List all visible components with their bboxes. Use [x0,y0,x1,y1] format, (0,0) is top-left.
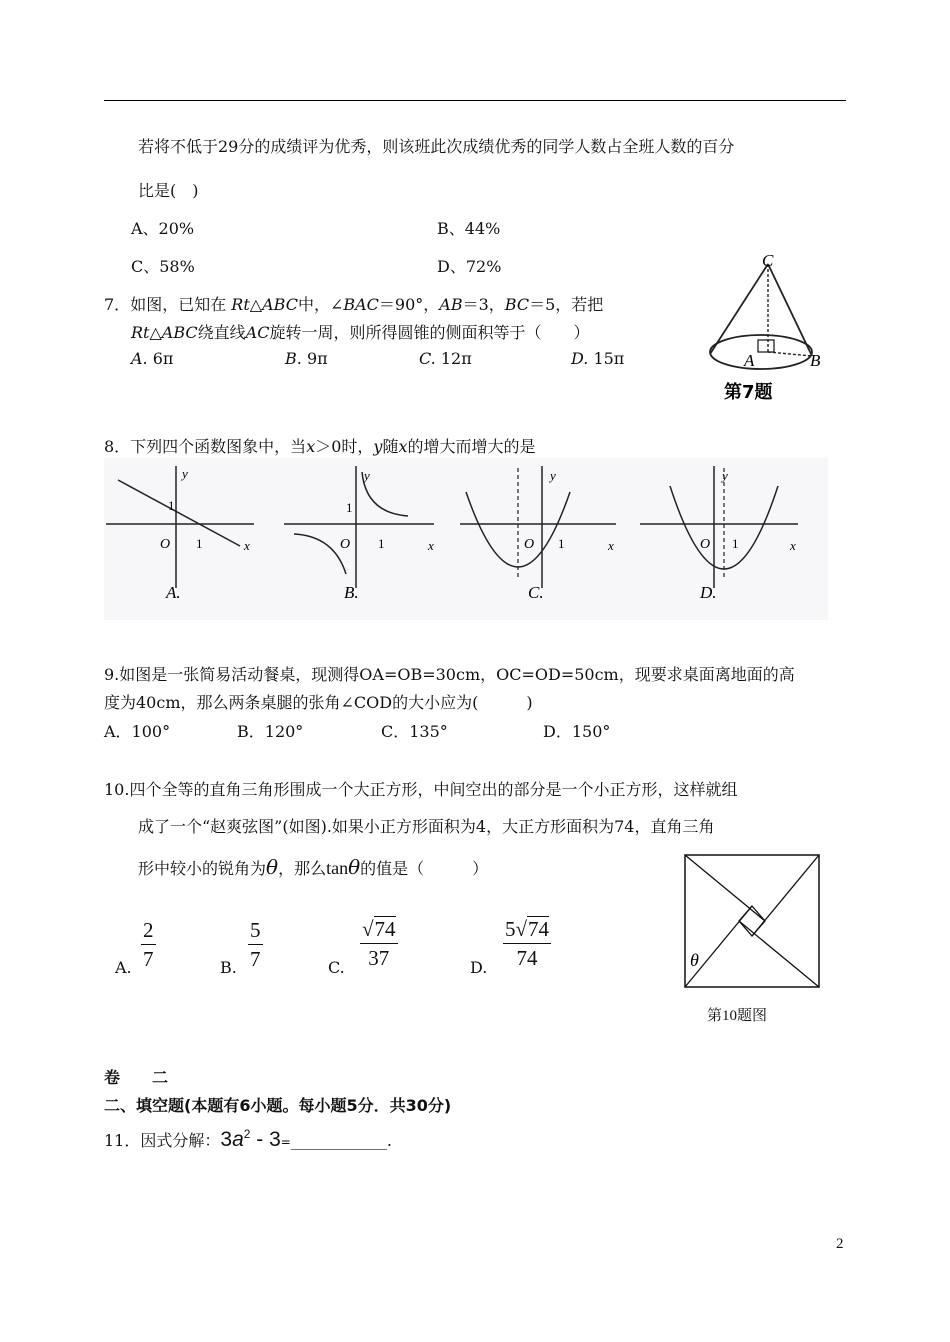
y-axis-label: y [364,468,370,483]
q7-text: ＝5，若把 [529,295,604,314]
x-axis-label: x [428,538,434,553]
x-axis-label: x [244,538,250,553]
option-value: 15π [593,349,625,368]
label-c: C [762,251,774,270]
label-b: B [810,351,821,370]
q10-option-d-fraction [503,916,551,971]
q7-option-b [285,349,328,368]
hyperbola-branch-left [294,534,346,574]
graph-label: D. [700,583,717,602]
zhao-shuang-figure [684,854,824,990]
q7-text: 如图，已知在 [130,295,227,314]
q10-text: ，那么 [278,859,327,878]
option-value: 6π [152,349,174,368]
y-axis-label: y [182,466,188,481]
equals-sign: = [280,1135,291,1149]
cone-figure [700,248,840,408]
expression-rest: - 3 [250,1128,281,1151]
q10-line2: 成了一个“赵爽弦图”(如图).如果小正方形面积为4，大正方形面积为74，直角三角 [138,817,715,836]
right-angle-mark [758,340,774,352]
q9-line1: 9.如图是一张简易活动餐桌，现测得OA=OB=30cm，OC=OD=50cm，现要求桌面离地面的高 [104,665,795,684]
origin-label: O [524,537,535,552]
coefficient: 3 [220,1128,233,1151]
triangle-edge [739,921,819,987]
q7-option-d [571,349,624,368]
theta-label: θ [690,950,699,970]
triangle-edge [685,855,765,921]
q7-text: 绕直线 [197,323,246,342]
q7-option-a [131,349,173,368]
q10-option-a-fraction [141,918,156,972]
q7-line1 [104,292,603,315]
q9-option-c: C．135° [381,722,448,741]
q6-option-a: A、20% [131,219,195,238]
figure-caption: 第7题 [724,382,773,403]
q10-option-b-letter: B. [220,958,237,977]
q7-line2 [131,320,589,343]
graph-d [638,458,826,620]
q7-text: ＝90°， [378,295,440,314]
tick-1-x: 1 [196,536,203,551]
denominator: 7 [143,947,154,971]
q6-stem-line1: 若将不低于29分的成绩评为优秀，则该班此次成绩优秀的同学人数占全班人数的百分 [138,137,735,156]
exponent: 2 [243,1127,251,1141]
q8-text: 随 [382,437,399,456]
volume-heading: 卷 二 [104,1068,169,1087]
q8-text: 8．下列四个函数图象中，当 [104,437,307,456]
tick-1-y: 1 [168,498,175,513]
q11-line [104,1127,392,1152]
q8-var-x: x [306,437,316,456]
q8-var-x: x [398,437,408,456]
denominator: 7 [250,947,261,971]
q11-end: . [386,1131,392,1150]
origin-label: O [700,537,711,552]
q10-option-a-letter: A. [115,958,132,977]
q6-option-b: B、44% [437,219,501,238]
graph-b [282,458,452,620]
numerator: 5 [248,918,263,945]
numerator: √74 [360,916,398,944]
q7-text: 中，∠ [297,295,344,314]
label-a: A [744,351,755,370]
option-letter: B. [285,349,302,368]
option-letter: C. [419,349,436,368]
q9-option-b: B．120° [237,722,304,741]
q7-text: 旋转一周，则所得圆锥的侧面积等于（ ） [269,323,590,342]
q7-angle: BAC [343,295,379,314]
radicand: 74 [528,917,550,941]
q7-segment: AB [439,295,463,314]
q10-line3 [138,855,488,879]
header-rule [104,100,846,101]
tick-1-y: 1 [346,500,353,515]
graphs-panel [104,458,828,620]
q10-text: 形中较小的锐角为 [138,859,267,878]
theta-symbol: θ [266,855,279,879]
option-value: 9π [306,349,328,368]
q10-option-d-letter: D. [470,958,488,977]
variable: a [232,1128,244,1151]
theta-symbol: θ [348,855,361,879]
page-number: 2 [836,1236,844,1252]
q7-segment: BC [504,295,530,314]
q8-var-y: y [373,437,383,456]
q7-triangle: Rt△ABC [231,295,298,314]
q11-expression [220,1128,280,1151]
option-letter: D. [571,349,589,368]
answer-blank[interactable]: ____________ [290,1131,387,1150]
q10-line1: 10.四个全等的直角三角形围成一个大正方形，中间空出的部分是一个小正方形，这样就组 [104,780,738,799]
origin-label: O [160,537,171,552]
q6-stem-line2: 比是( ) [138,181,199,200]
q7-triangle: Rt△ABC [131,323,198,342]
tick-1-x: 1 [558,536,565,551]
q10-option-b-fraction [248,918,263,972]
q9-option-a: A．100° [104,722,171,741]
graph-label: C. [528,583,544,602]
tick-1-x: 1 [378,536,385,551]
q10-figure-caption: 第10题图 [707,1008,768,1024]
q7-segment: AC [245,323,270,342]
denominator: 37 [368,946,390,970]
q8-stem [104,434,536,457]
radicand: 74 [374,917,396,941]
numerator: 5√74 [503,916,551,944]
denominator: 74 [516,946,538,970]
option-letter: A. [131,349,148,368]
q6-option-d: D、72% [437,257,502,276]
outer-square [685,855,819,987]
q7-text: ＝3， [462,295,505,314]
q10-text: 的值是（ ） [360,859,489,878]
y-axis-label: y [550,468,556,483]
graph-c [458,458,638,620]
q7-option-c [419,349,472,368]
q8-text: 的增大而增大的是 [407,437,536,456]
q6-option-c: C、58% [131,257,195,276]
numerator: 2 [141,918,156,945]
q9-line2: 度为40cm，那么两条桌腿的张角∠COD的大小应为( ) [104,693,533,712]
x-axis-label: x [790,538,796,553]
origin-label: O [340,537,351,552]
tick-1-x: 1 [732,536,739,551]
linear-graph [118,480,240,546]
q8-text: ＞0时， [315,437,374,456]
y-axis-label: y [722,468,728,483]
q9-option-d: D．150° [543,722,611,741]
q11-prefix: 11．因式分解： [104,1131,221,1150]
q10-option-c-fraction [360,916,398,971]
tan-function: tan [326,858,349,878]
coefficient: 5 [505,917,516,941]
x-axis-label: x [608,538,614,553]
graph-label: A. [166,583,181,602]
q10-option-c-letter: C. [328,958,345,977]
graph-a [104,458,274,620]
q7-number: 7． [104,295,131,314]
graph-label: B. [344,583,359,602]
option-value: 12π [440,349,472,368]
section-heading: 二、填空题(本题有6小题。每小题5分．共30分) [104,1096,452,1115]
